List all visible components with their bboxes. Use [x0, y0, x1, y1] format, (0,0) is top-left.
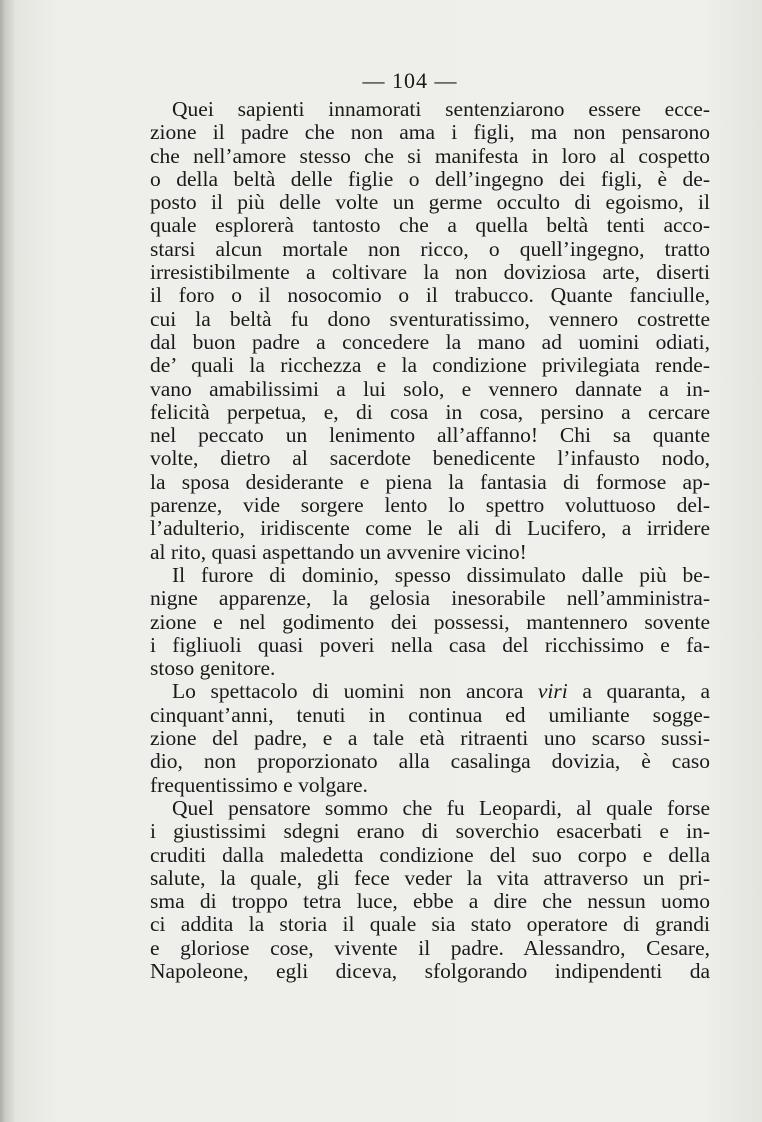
text-line: la sposa desiderante e piena la fantasia di formose ap-	[150, 469, 710, 494]
text-line: e gloriose cose, vivente il padre. Alessandro, Cesare,	[150, 935, 710, 960]
text-line: frequentissimo e volgare.	[150, 772, 368, 797]
text-line	[150, 680, 710, 703]
book-spine-shadow	[0, 0, 14, 1122]
text-line: che nell’amore stesso che si manifesta in loro al cospetto	[150, 143, 710, 168]
text-line: l’adulterio, iridiscente come le ali di Lucifero, a irridere	[150, 516, 710, 541]
text-span: Lo spettacolo di uomini non ancora	[172, 679, 538, 704]
text-line: nel peccato un lenimento all’affanno! Chi sa quante	[150, 423, 710, 448]
italic-word: viri	[537, 679, 568, 704]
text-line: cui la beltà fu dono sventuratissimo, vennero costrette	[150, 306, 710, 331]
text-line: posto il più delle volte un germe occulto di egoismo, il	[150, 190, 710, 215]
text-line: al rito, quasi aspettando un avvenire vicino!	[150, 539, 527, 564]
text-line: il foro o il nosocomio o il trabucco. Quante fanciulle,	[150, 283, 710, 308]
text-line: dal buon padre a concedere la mano ad uomini odiati,	[150, 329, 710, 354]
text-line: i figliuoli quasi poveri nella casa del ricchissimo e fa-	[150, 632, 710, 657]
text-line: cinquant’anni, tenuti in continua ed umiliante sogge-	[150, 702, 710, 727]
text-line: volte, dietro al sacerdote benedicente l’infausto nodo,	[150, 446, 710, 471]
text-line: Napoleone, egli diceva, sfolgorando indipendenti da	[150, 958, 710, 983]
paragraph-2	[150, 564, 710, 680]
text-line: sma di troppo tetra luce, ebbe a dire che nessun uomo	[150, 889, 710, 914]
text-line: zione il padre che non ama i figli, ma non pensarono	[150, 120, 710, 145]
text-line: Quei sapienti innamorati sentenziarono essere ecce-	[172, 97, 710, 121]
page-number: — 104 —	[362, 68, 458, 93]
text-line: zione e nel godimento dei possessi, mantennero sovente	[150, 609, 710, 634]
text-line: ci addita la storia il quale sia stato operatore di grandi	[150, 912, 710, 937]
text-line: Quel pensatore sommo che fu Leopardi, al quale forse	[172, 795, 710, 820]
text-line: de’ quali la ricchezza e la condizione privilegiata rende-	[150, 353, 710, 378]
text-line: vano amabilissimi a lui solo, e vennero dannate a in-	[150, 376, 710, 401]
text-line: parenze, vide sorgere lento lo spettro voluttuoso del-	[150, 493, 710, 518]
paragraph-1	[150, 98, 710, 564]
text-line: nigne apparenze, la gelosia inesorabile nell’amministra-	[150, 586, 710, 611]
text-line: irresistibilmente a coltivare la non doviziosa arte, diserti	[150, 260, 710, 285]
paragraph-4	[150, 797, 710, 983]
text-line: zione del padre, e a tale età ritraenti uno scarso sussi-	[150, 726, 710, 751]
body-text	[150, 98, 710, 983]
text-line: cruditi dalla maledetta condizione del suo corpo e della	[150, 842, 710, 867]
text-line: felicità perpetua, e, di cosa in cosa, persino a cercare	[150, 399, 710, 424]
text-line: starsi alcun mortale non ricco, o quell’ingegno, tratto	[150, 236, 710, 261]
text-line: dio, non proporzionato alla casalinga dovizia, è caso	[150, 749, 710, 774]
text-line: o della beltà delle figlie o dell’ingegno dei figli, è de-	[150, 166, 710, 191]
text-line: i giustissimi sdegni erano di soverchio esacerbati e in-	[150, 819, 710, 844]
text-line: stoso genitore.	[150, 656, 276, 681]
text-line: quale esplorerà tantosto che a quella beltà tenti acco-	[150, 213, 710, 238]
text-line: salute, la quale, gli fece veder la vita attraverso un pri-	[150, 865, 710, 890]
text-line: Il furore di dominio, spesso dissimulato dalle più be-	[172, 562, 710, 587]
paragraph-3	[150, 680, 710, 796]
text-span: a quaranta, a	[567, 679, 710, 704]
